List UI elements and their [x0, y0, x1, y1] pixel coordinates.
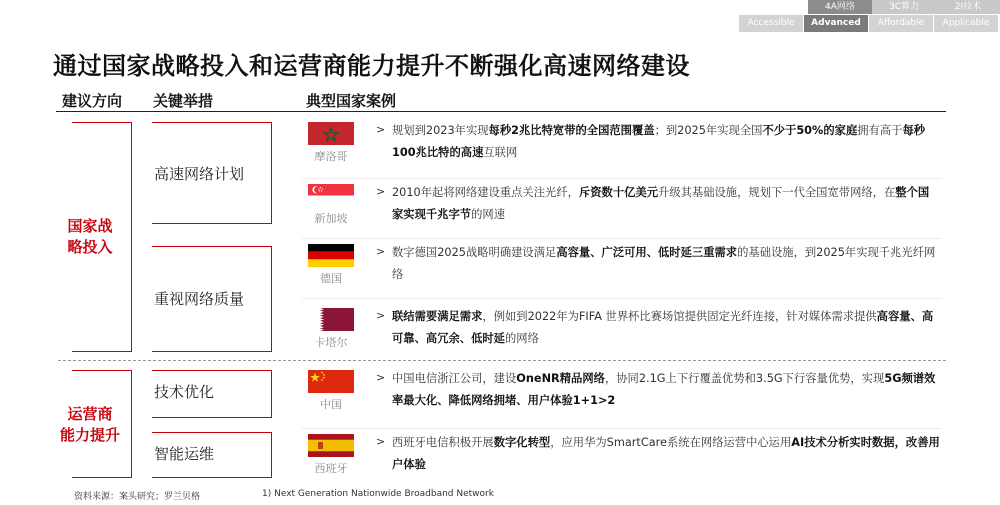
- page-title: 通过国家战略投入和运营商能力提升不断强化高速网络建设: [53, 52, 690, 80]
- country-name: 新加坡: [314, 212, 348, 225]
- case-text-segment: 拥有高于: [857, 124, 903, 137]
- case-text-segment: 的网速: [471, 208, 505, 221]
- measure-network-quality: 重视网络质量: [154, 290, 245, 308]
- bullet-marker: >: [376, 309, 386, 322]
- tab-affordable[interactable]: Affordable: [869, 15, 933, 32]
- case-row-china: [302, 366, 942, 426]
- case-text: [392, 182, 940, 226]
- tab-accessible[interactable]: Accessible: [739, 15, 803, 32]
- case-text-segment: 2010年起将网络建设重点关注光纤，: [392, 186, 579, 199]
- case-row-singapore: [302, 180, 942, 240]
- header-divider: [56, 111, 946, 112]
- case-text-segment: 西班牙电信积极开展: [392, 436, 494, 449]
- measure-smart-ops: 智能运维: [154, 445, 215, 463]
- qatar-flag-icon: [308, 308, 354, 331]
- case-text-segment: 的基础设施，到2025年实现千兆光纤网络: [392, 246, 936, 281]
- country-name: 西班牙: [314, 462, 348, 475]
- country-name: 德国: [320, 272, 342, 285]
- country-name: 摩洛哥: [314, 150, 348, 163]
- measure-highspeed-plan: 高速网络计划: [154, 165, 245, 183]
- case-text-segment: 互联网: [483, 146, 518, 159]
- sub-tab-bar: [738, 15, 998, 32]
- case-text-highlight: 每秒100兆比特的高速: [392, 124, 926, 159]
- tab-3c-computing[interactable]: 3C算力: [872, 0, 936, 14]
- case-text-highlight: 斥资数十亿美元: [578, 186, 659, 199]
- case-text-segment: 中国电信浙江公司，建设: [392, 372, 517, 385]
- tab-advanced[interactable]: Advanced: [804, 15, 868, 32]
- case-text: [392, 368, 940, 412]
- case-text-segment: 数字德国2025战略明确建设满足: [392, 246, 557, 259]
- case-text: [392, 432, 940, 476]
- case-text-highlight: 整个国家实现千兆字节: [392, 186, 930, 221]
- header-direction: 建议方向: [62, 92, 123, 110]
- case-text-segment: 升级其基础设施，规划下一代全国宽带网络，在: [658, 186, 896, 199]
- direction-line: 运营商: [67, 405, 113, 423]
- case-text-highlight: 联结需要满足需求: [392, 310, 483, 323]
- case-text: [392, 242, 940, 286]
- china-flag-icon: [308, 370, 354, 393]
- country-name: 卡塔尔: [314, 336, 348, 349]
- country-name: 中国: [320, 398, 342, 411]
- direction-bracket-national: [72, 122, 132, 352]
- direction-line: 能力提升: [59, 426, 120, 444]
- case-text: [392, 306, 940, 350]
- case-row-qatar: [302, 304, 942, 364]
- case-text: [392, 120, 940, 164]
- singapore-flag-icon: [308, 184, 354, 207]
- case-text-segment: ，例如到2022年为FIFA 世界杯比赛场馆提供固定光纤连接，针对媒体需求提供: [482, 310, 877, 323]
- bullet-marker: >: [376, 245, 386, 258]
- case-text-highlight: 5G频谱效率最大化、降低网络拥堵、用户体验1+1>2: [392, 372, 936, 407]
- case-text-highlight: 高容量、广泛可用、低时延三重需求: [556, 246, 738, 259]
- source-note: 资料来源：案头研究；罗兰贝格: [74, 492, 201, 502]
- direction-line: 略投入: [67, 238, 113, 256]
- bullet-marker: >: [376, 123, 386, 136]
- row-divider: [302, 428, 942, 429]
- case-text-segment: ，协同2.1G上下行覆盖优势和3.5G下行容量优势，实现: [604, 372, 885, 385]
- bullet-marker: >: [376, 371, 386, 384]
- case-text-segment: ，应用华为SmartCare系统在网络运营中心运用: [550, 436, 792, 449]
- top-tab-bar: [808, 0, 1000, 14]
- tab-applicable[interactable]: Applicable: [934, 15, 998, 32]
- case-text-segment: ；到2025年实现全国: [654, 124, 763, 137]
- footnote: 1) Next Generation Nationwide Broadband Network: [262, 489, 494, 499]
- case-text-highlight: 每秒2兆比特宽带的全国范围覆盖: [488, 124, 655, 137]
- direction-bracket-operator: [72, 370, 132, 478]
- row-divider: [302, 178, 942, 179]
- tab-4a-network[interactable]: 4A网络: [808, 0, 872, 14]
- case-text-highlight: 数字化转型: [493, 436, 551, 449]
- tab-2i-technology[interactable]: 2I技术: [936, 0, 1000, 14]
- bullet-marker: >: [376, 185, 386, 198]
- measure-tech-optimization: 技术优化: [154, 383, 215, 401]
- case-text-segment: 规划到2023年实现: [392, 124, 489, 137]
- morocco-flag-icon: [308, 122, 354, 145]
- direction-line: 国家战: [67, 217, 113, 235]
- case-text-highlight: 高容量、高可靠、高冗余、低时延: [392, 310, 934, 345]
- spain-flag-icon: [308, 434, 354, 457]
- case-row-morocco: [302, 118, 942, 178]
- case-text-highlight: AI技术分析实时数据，改善用户体验: [392, 436, 940, 471]
- case-row-spain: [302, 430, 942, 490]
- header-cases: 典型国家案例: [306, 92, 397, 110]
- case-text-segment: 的网络: [504, 332, 539, 345]
- case-row-germany: [302, 240, 942, 300]
- header-measure: 关键举措: [153, 92, 214, 110]
- case-text-highlight: 不少于50%的家庭: [762, 124, 858, 137]
- germany-flag-icon: [308, 244, 354, 267]
- bullet-marker: >: [376, 435, 386, 448]
- case-text-highlight: OneNR精品网络: [516, 372, 605, 385]
